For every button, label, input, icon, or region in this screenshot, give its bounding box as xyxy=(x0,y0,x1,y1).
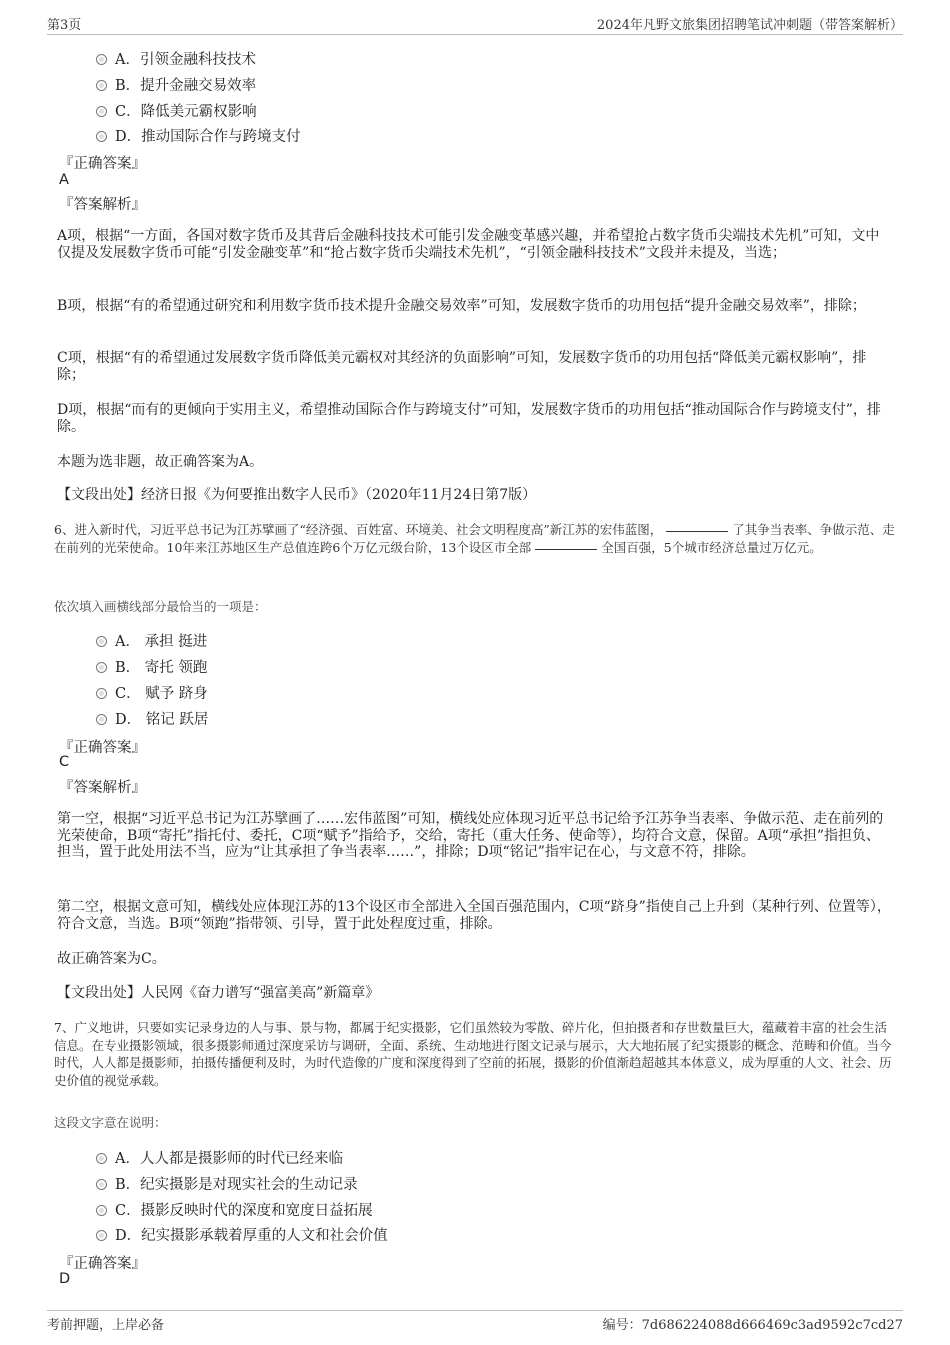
radio-icon[interactable] xyxy=(96,662,107,673)
q7-option-d[interactable]: D．纪实摄影承载着厚重的人文和社会价值 xyxy=(96,1224,388,1245)
q6-option-d[interactable]: D． 铭记 跃居 xyxy=(96,708,208,729)
q5-analysis-d: D项，根据“而有的更倾向于实用主义，希望推动国际合作与跨境支付”可知，发展数字货币的功用包括“推动国际合作与跨境支付”，排除。 xyxy=(57,402,881,435)
q7-option-a[interactable]: A．人人都是摄影师的时代已经来临 xyxy=(96,1147,343,1168)
radio-icon[interactable] xyxy=(96,636,107,647)
q5-answer: A xyxy=(59,172,69,188)
q7-answer-label: 『正确答案』 xyxy=(59,1256,146,1272)
page-number: 第3页 xyxy=(47,18,82,33)
q7-answer: D xyxy=(59,1271,71,1287)
q6-answer-label: 『正确答案』 xyxy=(59,740,146,756)
radio-icon[interactable] xyxy=(96,131,107,142)
q6-option-c[interactable]: C． 赋予 跻身 xyxy=(96,682,208,703)
q7-prompt: 这段文字意在说明： xyxy=(54,1115,167,1130)
q5-source: 【文段出处】经济日报《为何要推出数字人民币》（2020年11月24日第7版） xyxy=(57,487,537,503)
footer-divider xyxy=(47,1310,903,1311)
q5-conclusion: 本题为选非题，故正确答案为A。 xyxy=(57,454,264,470)
q6-conclusion: 故正确答案为C。 xyxy=(57,951,166,967)
radio-icon[interactable] xyxy=(96,714,107,725)
q5-answer-label: 『正确答案』 xyxy=(59,156,146,172)
radio-icon[interactable] xyxy=(96,1205,107,1216)
document-title: 2024年凡野文旅集团招聘笔试冲刺题（带答案解析） xyxy=(596,18,903,33)
q5-option-c[interactable]: C．降低美元霸权影响 xyxy=(96,100,257,121)
radio-icon[interactable] xyxy=(96,80,107,91)
q6-option-a[interactable]: A． 承担 挺进 xyxy=(96,630,207,651)
q5-option-a[interactable]: A．引领金融科技技术 xyxy=(96,48,256,69)
q6-stem: 6、进入新时代，习近平总书记为江苏擘画了“经济强、百姓富、环境美、社会文明程度高”新江苏的宏伟蓝图， 了其争当表率、争做示范、走在前列的光荣使命。10年来江苏地区生产总值连跨6个万亿元级台阶，13个设区市全部 全国百强，5个城市经济总量过万亿元。 xyxy=(54,522,895,555)
radio-icon[interactable] xyxy=(96,106,107,117)
radio-icon[interactable] xyxy=(96,1179,107,1190)
q6-analysis-label: 『答案解析』 xyxy=(59,780,146,796)
radio-icon[interactable] xyxy=(96,688,107,699)
header-divider xyxy=(47,34,903,35)
footer-slogan: 考前押题，上岸必备 xyxy=(47,1318,165,1333)
q6-blank-1 xyxy=(666,531,728,532)
q5-option-d[interactable]: D．推动国际合作与跨境支付 xyxy=(96,125,301,146)
q5-analysis-a: A项，根据“一方面，各国对数字货币及其背后金融科技技术可能引发金融变革感兴趣，并希望抢占数字货币尖端技术先机”可知，文中仅提及发展数字货币可能“引发金融变革”和“抢占数字货币尖端技术先机”，“引领金融科技技术”文段并未提及，当选； xyxy=(57,228,880,261)
q6-analysis-second-blank: 第二空，根据文意可知，横线处应体现江苏的13个设区市全部进入全国百强范围内，C项“跻身”指使自己上升到（某种行列、位置等），符合文意，当选。B项“领跑”指带领、引导，置于此处程度过重，排除。 xyxy=(57,899,891,932)
q6-source: 【文段出处】人民网《奋力谱写“强富美高”新篇章》 xyxy=(57,985,380,1001)
q7-option-c[interactable]: C．摄影反映时代的深度和宽度日益拓展 xyxy=(96,1199,373,1220)
q5-analysis-label: 『答案解析』 xyxy=(59,197,146,213)
radio-icon[interactable] xyxy=(96,54,107,65)
q6-prompt: 依次填入画横线部分最恰当的一项是： xyxy=(54,599,267,614)
document-id: 编号：7d686224088d666469c3ad9592c7cd27 xyxy=(602,1318,903,1333)
q7-option-b[interactable]: B．纪实摄影是对现实社会的生动记录 xyxy=(96,1173,358,1194)
q6-blank-2 xyxy=(535,549,597,550)
q7-stem: 7、广义地讲，只要如实记录身边的人与事、景与物，都属于纪实摄影，它们虽然较为零散、碎片化，但拍摄者和存世数量巨大，蕴藏着丰富的社会生活信息。在专业摄影领域，很多摄影师通过深度采访与调研，全面、系统、生动地进行图文记录与展示，大大地拓展了纪实摄影的概念、范畴和价值。当今时代，人人都是摄影师，拍摄传播便利及时，为时代造像的广度和深度得到了空前的拓展，摄影的价值渐趋超越其本体意义，成为厚重的人文、社会、历史价值的视觉承载。 xyxy=(54,1020,892,1088)
q5-option-b[interactable]: B．提升金融交易效率 xyxy=(96,74,256,95)
q5-analysis-c: C项，根据“有的希望通过发展数字货币降低美元霸权对其经济的负面影响”可知，发展数字货币的功用包括“降低美元霸权影响”，排除； xyxy=(57,350,867,383)
q6-option-b[interactable]: B． 寄托 领跑 xyxy=(96,656,207,677)
q6-answer: C xyxy=(59,754,70,770)
radio-icon[interactable] xyxy=(96,1230,107,1241)
q5-analysis-b: B项，根据“有的希望通过研究和利用数字货币技术提升金融交易效率”可知，发展数字货币的功用包括“提升金融交易效率”，排除； xyxy=(57,298,866,314)
radio-icon[interactable] xyxy=(96,1153,107,1164)
q6-analysis-first-blank: 第一空，根据“习近平总书记为江苏擘画了……宏伟蓝图”可知，横线处应体现习近平总书记给予江苏争当表率、争做示范、走在前列的光荣使命，B项“寄托”指托付、委托，C项“赋予”指给予，交给，寄托（重大任务、使命等），均符合文意，保留。A项“承担”指担负、担当，置于此处用法不当，应为“让其承担了争当表率……”，排除；D项“铭记”指牢记在心，与文意不符，排除。 xyxy=(57,811,884,860)
